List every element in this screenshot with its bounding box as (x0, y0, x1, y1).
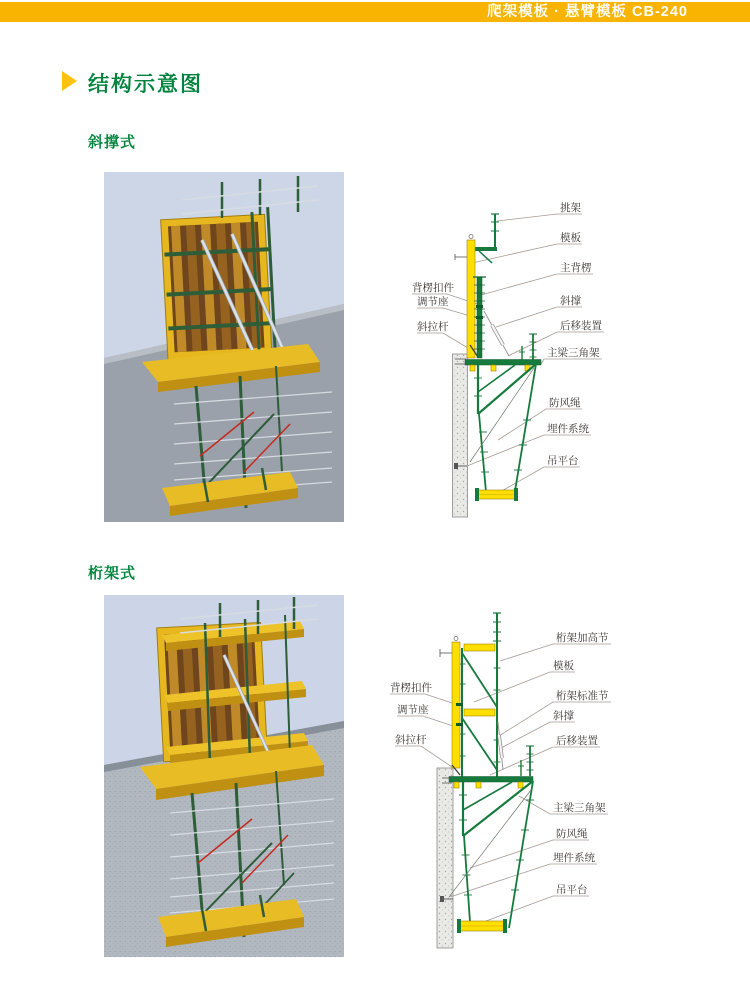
lower-hanging-frame (479, 364, 536, 497)
concrete-wall (437, 768, 453, 948)
lower-hanging-frame (462, 781, 535, 928)
diagram-label: 模板 (560, 232, 581, 244)
diagram-label: 调节座 (397, 704, 429, 716)
photo-diagonal-brace-render (104, 172, 344, 522)
photo-truss-render (104, 595, 344, 957)
wind-rope (449, 790, 531, 897)
diagram-label: 吊平台 (556, 884, 588, 896)
diagram-label: 吊平台 (547, 455, 579, 467)
diagram-label: 斜拉杆 (417, 321, 449, 333)
retraction-device (519, 334, 537, 362)
diagonal-strut (498, 722, 503, 770)
diagram-label: 主背楞 (560, 262, 592, 274)
formwork-panel (455, 235, 475, 359)
page-title: 结构示意图 (88, 73, 203, 96)
diagram-label: 主梁三角架 (553, 802, 606, 814)
diagram-label: 防风绳 (549, 397, 581, 409)
diagram-label: 桁架标准节 (556, 690, 609, 702)
formwork-panel (160, 207, 277, 364)
diagram-label: 后移装置 (556, 735, 598, 747)
diagram-label: 斜撑 (560, 295, 581, 307)
diagram-labels (390, 631, 609, 896)
diagram-label: 背楞扣件 (412, 282, 454, 294)
concrete-wall (453, 354, 468, 517)
diagram-label: 后移装置 (560, 320, 602, 332)
main-beam-triangle-bracket (442, 777, 533, 837)
diagram-label: 埋件系统 (553, 852, 595, 864)
diagram-diagonal-brace (405, 172, 670, 524)
retraction-device (518, 746, 534, 776)
diagonal-strut (484, 311, 509, 356)
diagram-label: 斜撑 (553, 710, 574, 722)
diagram-label: 挑架 (560, 202, 581, 214)
diagram-labels (412, 201, 602, 467)
diagram-label: 防风绳 (556, 828, 588, 840)
diagram-label: 调节座 (417, 296, 449, 308)
truss-column (459, 613, 502, 777)
diagram-label: 背楞扣件 (390, 682, 432, 694)
diagram-label: 桁架加高节 (556, 632, 609, 644)
section-heading-diagonal-brace: 斜撑式 (88, 134, 137, 151)
header-bar (0, 2, 750, 22)
diagram-label: 斜拉杆 (395, 734, 427, 746)
diagram-label: 模板 (553, 660, 574, 672)
header-title: 爬架模板 · 悬臂模板 CB-240 (487, 4, 688, 20)
hanging-platform (457, 919, 507, 933)
section-heading-truss: 桁架式 (88, 565, 137, 582)
hanging-platform (475, 488, 518, 501)
formwork-panel (440, 637, 463, 776)
title-arrow-icon (62, 71, 77, 91)
diagram-truss (388, 598, 670, 958)
diagram-label: 埋件系统 (547, 423, 589, 435)
diagram-label: 主梁三角架 (547, 347, 600, 359)
